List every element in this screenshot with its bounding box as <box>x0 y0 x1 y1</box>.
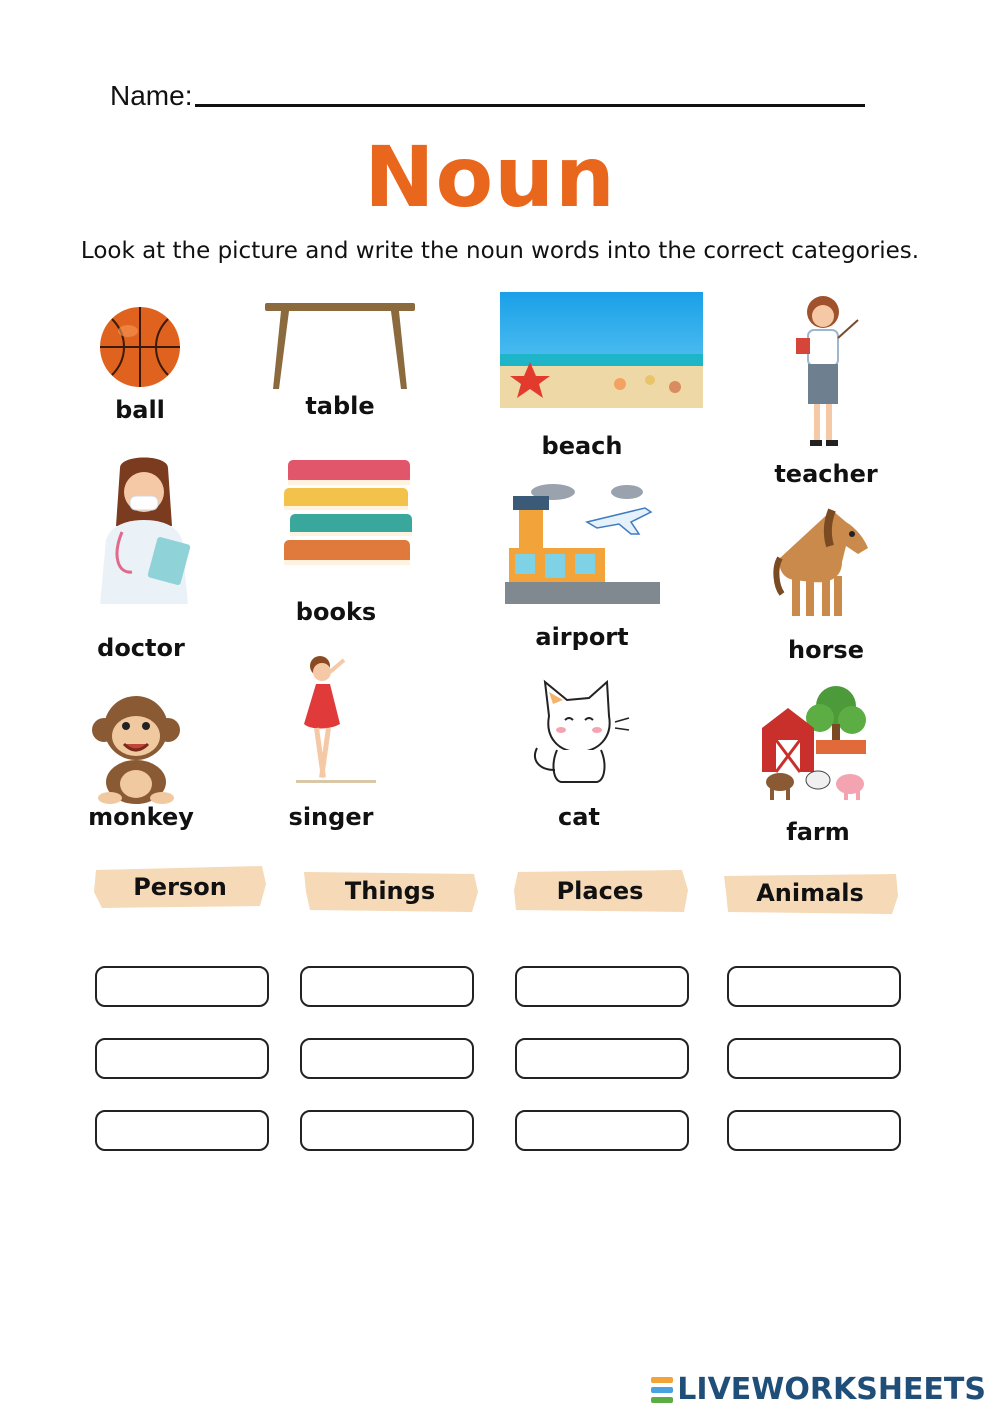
word-horse: horse <box>788 636 864 664</box>
word-beach: beach <box>541 432 623 460</box>
liveworksheets-logo <box>651 1372 986 1407</box>
farm-icon <box>760 684 872 802</box>
category-person <box>92 864 268 910</box>
books-icon <box>282 456 414 580</box>
category-animals <box>722 870 898 916</box>
category-places <box>512 868 688 914</box>
word-table: table <box>305 392 375 420</box>
word-cat: cat <box>558 803 600 831</box>
answer-box-person-3[interactable] <box>95 1110 269 1151</box>
monkey-icon <box>90 690 182 806</box>
answer-box-things-2[interactable] <box>300 1038 474 1079</box>
answer-box-places-2[interactable] <box>515 1038 689 1079</box>
word-singer: singer <box>288 803 374 831</box>
cat-icon <box>527 678 631 784</box>
beach-image <box>500 292 703 408</box>
word-ball: ball <box>115 396 165 424</box>
basketball-icon <box>98 305 182 389</box>
word-teacher: teacher <box>774 460 878 488</box>
page-title: Noun <box>364 128 616 226</box>
name-field[interactable] <box>195 104 865 107</box>
answer-box-things-3[interactable] <box>300 1110 474 1151</box>
answer-box-animals-2[interactable] <box>727 1038 901 1079</box>
teacher-icon <box>790 290 862 450</box>
answer-box-person-1[interactable] <box>95 966 269 1007</box>
word-monkey: monkey <box>88 803 194 831</box>
horse-icon <box>772 506 872 620</box>
word-airport: airport <box>535 623 629 651</box>
word-doctor: doctor <box>97 634 185 662</box>
airport-icon <box>505 478 660 606</box>
category-label: Things <box>344 877 436 905</box>
category-label: Animals <box>756 879 864 907</box>
answer-box-animals-1[interactable] <box>727 966 901 1007</box>
singer-icon <box>296 650 376 786</box>
liveworksheets-logo-icon <box>651 1377 673 1403</box>
doctor-icon <box>92 456 196 604</box>
instructions: Look at the picture and write the noun words into the correct categories. <box>80 238 920 264</box>
brand-name: LIVEWORKSHEETS <box>677 1372 986 1407</box>
category-things <box>302 868 478 914</box>
word-books: books <box>295 598 377 626</box>
name-label: Name: <box>110 80 193 111</box>
answer-box-places-3[interactable] <box>515 1110 689 1151</box>
category-label: Places <box>556 877 644 905</box>
word-farm: farm <box>786 818 850 846</box>
answer-box-animals-3[interactable] <box>727 1110 901 1151</box>
category-label: Person <box>133 873 227 901</box>
answer-box-person-2[interactable] <box>95 1038 269 1079</box>
answer-box-things-1[interactable] <box>300 966 474 1007</box>
answer-box-places-1[interactable] <box>515 966 689 1007</box>
table-icon <box>265 303 415 391</box>
